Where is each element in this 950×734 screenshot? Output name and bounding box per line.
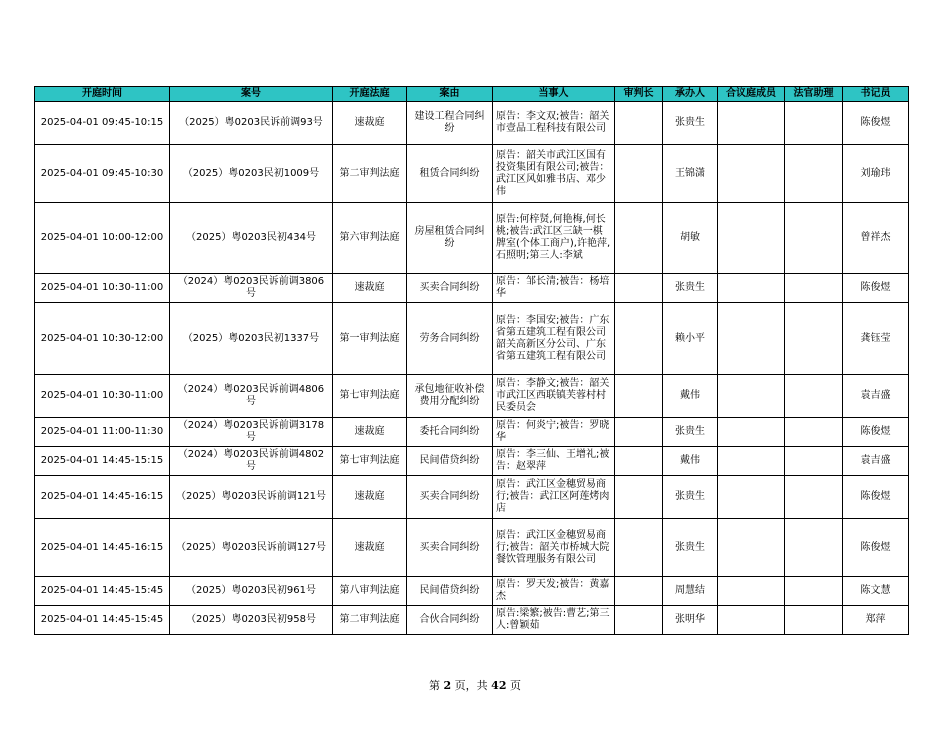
- cell-members: [718, 577, 785, 606]
- cell-court: 速裁庭: [333, 274, 407, 303]
- cell-clerk: 陈俊煜: [843, 102, 909, 145]
- cell-cause: 民间借贷纠纷: [407, 577, 493, 606]
- cell-handler: 张贵生: [663, 274, 718, 303]
- cell-time: 2025-04-01 14:45-15:45: [35, 606, 170, 635]
- table-row: [35, 203, 909, 274]
- cell-time: 2025-04-01 10:30-12:00: [35, 303, 170, 375]
- cell-cause: 承包地征收补偿费用分配纠纷: [407, 375, 493, 418]
- cell-court: 第六审判法庭: [333, 203, 407, 274]
- table-row: [35, 447, 909, 476]
- cell-clerk: 曾祥杰: [843, 203, 909, 274]
- col-header-clerk: 书记员: [843, 87, 909, 102]
- cell-clerk: 陈俊煜: [843, 418, 909, 447]
- cell-court: 第二审判法庭: [333, 606, 407, 635]
- cell-parties: 原告：罗天发;被告：黄嘉杰: [493, 577, 615, 606]
- cell-court: 第八审判法庭: [333, 577, 407, 606]
- cell-cause: 劳务合同纠纷: [407, 303, 493, 375]
- cell-assistant: [785, 606, 843, 635]
- cell-cause: 委托合同纠纷: [407, 418, 493, 447]
- cell-case-no: （2025）粤0203民诉前调121号: [170, 476, 333, 519]
- table-row: [35, 476, 909, 519]
- table-row: [35, 274, 909, 303]
- cell-members: [718, 519, 785, 577]
- footer-total-pages: 42: [491, 679, 507, 692]
- cell-assistant: [785, 203, 843, 274]
- cell-members: [718, 303, 785, 375]
- cell-time: 2025-04-01 10:30-11:00: [35, 274, 170, 303]
- cell-members: [718, 203, 785, 274]
- cell-case-no: （2025）粤0203民诉前调127号: [170, 519, 333, 577]
- table-row: [35, 519, 909, 577]
- cell-court: 速裁庭: [333, 418, 407, 447]
- table-row: [35, 375, 909, 418]
- cell-clerk: 陈文慧: [843, 577, 909, 606]
- cell-case-no: （2025）粤0203民初1337号: [170, 303, 333, 375]
- cell-presiding: [615, 375, 663, 418]
- header-row: [35, 87, 909, 102]
- cell-assistant: [785, 375, 843, 418]
- cell-presiding: [615, 519, 663, 577]
- cell-clerk: 郑萍: [843, 606, 909, 635]
- cell-court: 第二审判法庭: [333, 145, 407, 203]
- cell-assistant: [785, 447, 843, 476]
- cell-court: 第一审判法庭: [333, 303, 407, 375]
- col-header-parties: 当事人: [493, 87, 615, 102]
- cell-case-no: （2025）粤0203民初434号: [170, 203, 333, 274]
- cell-court: 第七审判法庭: [333, 447, 407, 476]
- cell-cause: 买卖合同纠纷: [407, 274, 493, 303]
- cell-case-no: （2025）粤0203民诉前调93号: [170, 102, 333, 145]
- col-header-case-no: 案号: [170, 87, 333, 102]
- cell-assistant: [785, 102, 843, 145]
- cell-members: [718, 606, 785, 635]
- cell-clerk: 陈俊煜: [843, 274, 909, 303]
- cell-assistant: [785, 476, 843, 519]
- cell-cause: 买卖合同纠纷: [407, 476, 493, 519]
- cell-clerk: 袁吉盛: [843, 447, 909, 476]
- cell-time: 2025-04-01 10:00-12:00: [35, 203, 170, 274]
- cell-case-no: （2025）粤0203民初961号: [170, 577, 333, 606]
- cell-case-no: （2024）粤0203民诉前调4802号: [170, 447, 333, 476]
- col-header-assistant: 法官助理: [785, 87, 843, 102]
- cell-case-no: （2025）粤0203民初958号: [170, 606, 333, 635]
- cell-members: [718, 274, 785, 303]
- table-row: [35, 102, 909, 145]
- cell-members: [718, 447, 785, 476]
- cell-time: 2025-04-01 14:45-16:15: [35, 476, 170, 519]
- cell-members: [718, 476, 785, 519]
- col-header-members: 合议庭成员: [718, 87, 785, 102]
- cell-cause: 买卖合同纠纷: [407, 519, 493, 577]
- cell-members: [718, 102, 785, 145]
- cell-presiding: [615, 303, 663, 375]
- cell-handler: 张贵生: [663, 476, 718, 519]
- cell-handler: 赖小平: [663, 303, 718, 375]
- col-header-time: 开庭时间: [35, 87, 170, 102]
- footer-suffix: 页: [509, 679, 521, 692]
- cell-parties: 原告：李国安;被告：广东省第五建筑工程有限公司韶关高新区分公司、广东省第五建筑工程有限公司: [493, 303, 615, 375]
- cell-clerk: 刘瑜玮: [843, 145, 909, 203]
- cell-cause: 房屋租赁合同纠纷: [407, 203, 493, 274]
- table-row: [35, 303, 909, 375]
- cell-handler: 周慧结: [663, 577, 718, 606]
- cell-handler: 张明华: [663, 606, 718, 635]
- page-footer: [0, 677, 950, 693]
- col-header-court: 开庭法庭: [333, 87, 407, 102]
- cell-presiding: [615, 274, 663, 303]
- cell-presiding: [615, 606, 663, 635]
- cell-time: 2025-04-01 14:45-15:15: [35, 447, 170, 476]
- cell-time: 2025-04-01 09:45-10:15: [35, 102, 170, 145]
- cell-time: 2025-04-01 09:45-10:30: [35, 145, 170, 203]
- cell-time: 2025-04-01 10:30-11:00: [35, 375, 170, 418]
- cell-handler: 张贵生: [663, 102, 718, 145]
- col-header-presiding: 审判长: [615, 87, 663, 102]
- footer-page-number: 2: [443, 679, 452, 692]
- cell-parties: 原告：武江区金穗贸易商行;被告：韶关市桥城大院餐饮管理服务有限公司: [493, 519, 615, 577]
- cell-case-no: （2025）粤0203民初1009号: [170, 145, 333, 203]
- cell-handler: 胡敏: [663, 203, 718, 274]
- cell-presiding: [615, 102, 663, 145]
- cell-presiding: [615, 418, 663, 447]
- cell-handler: 戴伟: [663, 375, 718, 418]
- schedule-table: [34, 86, 909, 635]
- cell-assistant: [785, 418, 843, 447]
- cell-case-no: （2024）粤0203民诉前调4806号: [170, 375, 333, 418]
- cell-handler: 张贵生: [663, 418, 718, 447]
- cell-presiding: [615, 577, 663, 606]
- cell-court: 速裁庭: [333, 476, 407, 519]
- cell-court: 速裁庭: [333, 102, 407, 145]
- cell-parties: 原告:何梓贤,何艳梅,何长桃;被告:武江区三缺一棋牌室(个体工商户),许艳萍,石照明;第三人:李斌: [493, 203, 615, 274]
- cell-assistant: [785, 145, 843, 203]
- cell-assistant: [785, 519, 843, 577]
- cell-assistant: [785, 303, 843, 375]
- cell-case-no: （2024）粤0203民诉前调3178号: [170, 418, 333, 447]
- cell-clerk: 龚钰莹: [843, 303, 909, 375]
- cell-clerk: 陈俊煜: [843, 476, 909, 519]
- cell-clerk: 陈俊煜: [843, 519, 909, 577]
- table-row: [35, 418, 909, 447]
- cell-handler: 戴伟: [663, 447, 718, 476]
- footer-middle: 页，共: [454, 679, 488, 692]
- cell-cause: 合伙合同纠纷: [407, 606, 493, 635]
- cell-time: 2025-04-01 14:45-16:15: [35, 519, 170, 577]
- cell-parties: 原告：李文双;被告：韶关市壹品工程科技有限公司: [493, 102, 615, 145]
- cell-cause: 民间借贷纠纷: [407, 447, 493, 476]
- cell-cause: 租赁合同纠纷: [407, 145, 493, 203]
- cell-parties: 原告：李静文;被告：韶关市武江区西联镇芙蓉村村民委员会: [493, 375, 615, 418]
- col-header-handler: 承办人: [663, 87, 718, 102]
- cell-clerk: 袁吉盛: [843, 375, 909, 418]
- col-header-cause: 案由: [407, 87, 493, 102]
- cell-time: 2025-04-01 11:00-11:30: [35, 418, 170, 447]
- footer-prefix: 第: [429, 679, 441, 692]
- cell-court: 速裁庭: [333, 519, 407, 577]
- table-row: [35, 145, 909, 203]
- cell-parties: 原告：韶关市武江区国有投资集团有限公司;被告：武江区风如雅书店、邓少伟: [493, 145, 615, 203]
- cell-assistant: [785, 274, 843, 303]
- cell-parties: 原告:梁繁;被告:曹艺;第三人:曾颖茹: [493, 606, 615, 635]
- cell-members: [718, 375, 785, 418]
- cell-members: [718, 418, 785, 447]
- cell-parties: 原告：李三仙、王增礼;被告：赵翠萍: [493, 447, 615, 476]
- cell-presiding: [615, 476, 663, 519]
- table-row: [35, 606, 909, 635]
- cell-handler: 王锦潇: [663, 145, 718, 203]
- cell-parties: 原告：何炎宁;被告：罗晓华: [493, 418, 615, 447]
- cell-time: 2025-04-01 14:45-15:45: [35, 577, 170, 606]
- table-row: [35, 577, 909, 606]
- cell-parties: 原告：武江区金穗贸易商行;被告：武江区阿莲烤肉店: [493, 476, 615, 519]
- cell-members: [718, 145, 785, 203]
- cell-parties: 原告：邹长清;被告：杨培华: [493, 274, 615, 303]
- cell-case-no: （2024）粤0203民诉前调3806号: [170, 274, 333, 303]
- cell-presiding: [615, 145, 663, 203]
- cell-presiding: [615, 447, 663, 476]
- cell-presiding: [615, 203, 663, 274]
- cell-assistant: [785, 577, 843, 606]
- cell-cause: 建设工程合同纠纷: [407, 102, 493, 145]
- cell-court: 第七审判法庭: [333, 375, 407, 418]
- cell-handler: 张贵生: [663, 519, 718, 577]
